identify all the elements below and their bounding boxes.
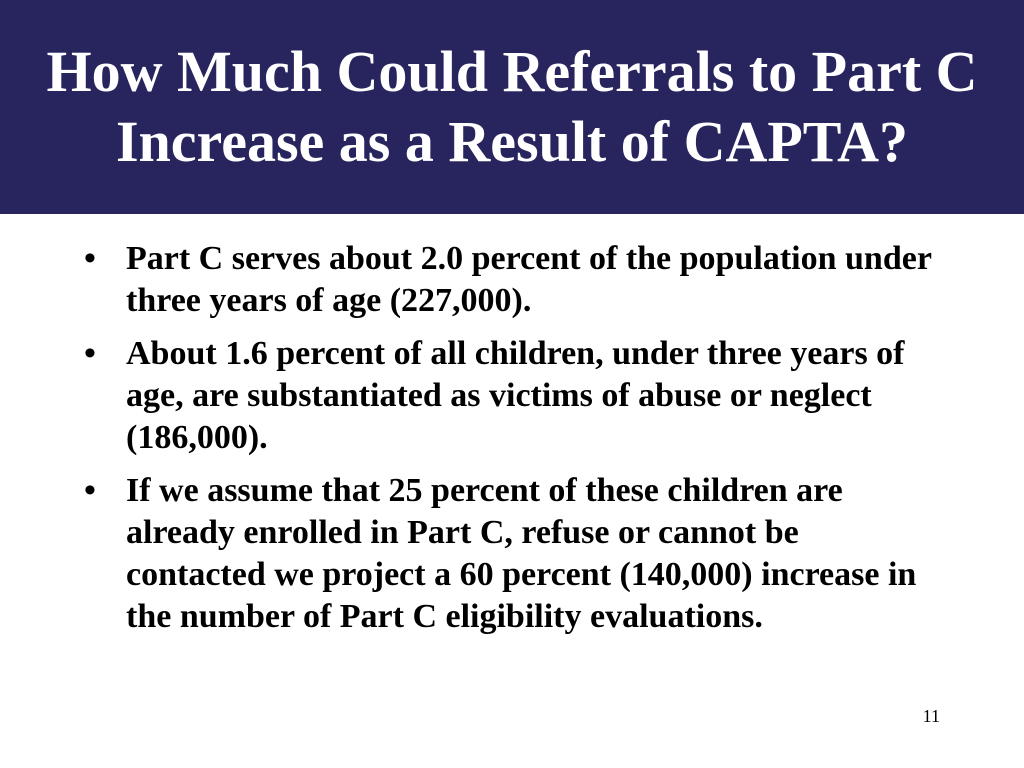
bullet-item xyxy=(84,333,944,459)
bullet-text: Part C serves about 2.0 percent of the population under three years of age (227,000). xyxy=(126,240,932,319)
bullet-item xyxy=(84,238,944,322)
slide-number: 11 xyxy=(922,706,940,726)
bullet-icon: • xyxy=(84,335,96,372)
bullet-icon: • xyxy=(84,472,96,509)
bullet-text: About 1.6 percent of all children, under three years of age, are substantiated as victims of abuse or neglect (186,000). xyxy=(126,335,905,456)
bullet-item xyxy=(84,470,944,638)
bullet-list xyxy=(84,238,944,649)
bullet-text: If we assume that 25 percent of these children are already enrolled in Part C, refuse or cannot be contacted we project a 60 percent (140,000) increase in the number of Part C eligibility evaluations. xyxy=(126,472,917,635)
bullet-icon: • xyxy=(84,240,96,277)
slide-title: How Much Could Referrals to Part C Increase as a Result of CAPTA? xyxy=(46,39,978,174)
title-bar xyxy=(0,0,1024,214)
